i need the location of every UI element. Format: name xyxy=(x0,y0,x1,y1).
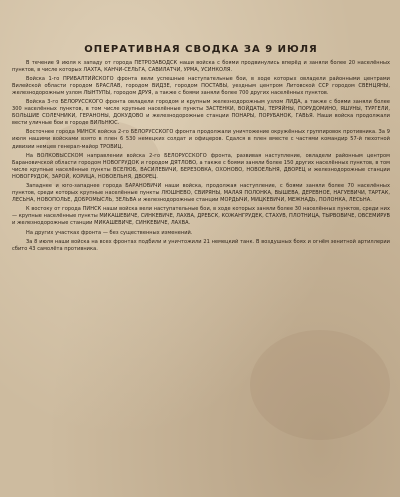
paragraph-baranovichi: Западнее и юго-западнее города БАРАНОВИЧИ наши войска, продолжая наступление, с боями заняли более 70 населённых пунктов, среди которых крупные населённые пункты ЛЮШНЕВО, СВИРЯНЫ, МАЛАЯ ПОЛОНКА, ВЫШЕВА, ДЕРЕВНОЕ, НАГУЕВИЧИ, ТАРТАК, ЛЕСЬНА, НОВОПОЛЬЕ, ДОБРОМЫСЛЬ, ЗЕЛЬВА и железнодорожные станции МОРДЫЧИ, МИЦКЕВИЧИ, МЕЖНАДЬ, ПОЛОНКА, ЛЕСЬНА. xyxy=(12,182,390,203)
paragraph-3rd-belorussian-front: Войска 3-го БЕЛОРУССКОГО фронта овладели городом и крупным железнодорожным узлом ЛИДА, а также с боями заняли более 300 населённых пунктов, в том числе крупные населённые пункты ЗАСТЕНКИ, ВОЙДАТЫ, ТЕРЯЙНЫ, ПОРУДОМИНО, ЯШУНЫ, ТУРГЕЛИ, БОЛЬШИЕ СОЛЕЧНИКИ, ГЕРАНОНЫ, ДОКУДОВО и железнодорожные станции ПОНАРЫ, ПОРУБАНОК, ГАВЬЯ. Наши войска продолжали вести уличные бои в городе ВИЛЬНЮС. xyxy=(12,99,390,127)
paragraph-pinsk: К востоку от города ПИНСК наши войска вели наступательные бои, в ходе которых заняли более 30 населённых пунктов, среди них — крупные населённые пункты МИКАШЕВИЧЕ, СИНКЕВИЧЕ, ЛАХВА, ДРЕБСК, КОЖАНГРУДЕК, СТАХУВ, ПЛОТНИЦА, ТЫРВОВИЧЕ, ОВСЕМИРУВ и железнодорожные станции МИКАШЕВИЧЕ, СИНКЕВИЧЕ, ЛАХВА. xyxy=(12,205,390,226)
bulletin-title: ОПЕРАТИВНАЯ СВОДКА ЗА 9 ИЮЛЯ xyxy=(84,44,318,55)
paragraph-volkovyssk: На ВОЛКОВЫССКОМ направлении войска 2-го БЕЛОРУССКОГО фронта, развивая наступление, овладели районным центром Барановичской области городом НОВОГРУДОК и городом ДЯТЛОВО, а также с боями заняли более 150 других населённых пунктов, в том числе крупные населённые пункты ВСЕЛЮБ, ВАСИЛЕВИЧИ, БЕРЕЗОВКА, ОХОНОВО, НОВОЕЛЬНЯ, ДВОРЕЦ и железнодорожные станции НОВОГРУДОК, ЗАРОЙ, КОРИЦА, НОВОЕЛЬНЯ, ДВОРЕЦ. xyxy=(12,152,390,180)
paragraph-other-sectors: На других участках фронта — без существенных изменений. xyxy=(26,230,193,237)
paragraph-tanks-aircraft: За 8 июля наши войска на всех фронтах подбили и уничтожили 21 немецкий танк. В воздушных боях и огнём зенитной артиллерии сбито 43 самолёта противника. xyxy=(12,239,390,253)
bulletin-body xyxy=(12,60,390,253)
paragraph-1st-baltic-front: Войска 1-го ПРИБАЛТИЙСКОГО фронта вели успешные наступательные бои, в ходе которых овладели районными центрами Вилейской области городом БРАСЛАВ, городом ВИДЗЕ, городом ПОСТАВЫ, уездным центром Литовской ССР городом СВЕНЦЯНЫ, железнодорожным узлом ЛЫНТУПЫ, городом ДРУЯ, а также с боями заняли более 700 других населённых пунктов. xyxy=(12,76,390,97)
paragraph-petrozavodsk: В течение 9 июля к западу от города ПЕТРОЗАВОДСК наши войска с боями продвинулись вперёд и заняли более 20 населённых пунктов, в числе которых ЛАХТА, КАНЧИ-СЕЛЬГА, САВИЛАТЧИ, УРМА, УСИНКОЛЯ. xyxy=(12,60,390,74)
paper-stain xyxy=(250,330,390,440)
paragraph-minsk: Восточнее города МИНСК войска 2-го БЕЛОРУССКОГО фронта продолжали уничтожение окружённых группировок противника. За 9 июля нашими войсками взято в плен 6 530 немецких солдат и офицеров. Сдался в плен вместе с частями командир 57-й пехотной дивизии немцев генерал-майор ТРОВИЦ. xyxy=(12,129,390,150)
